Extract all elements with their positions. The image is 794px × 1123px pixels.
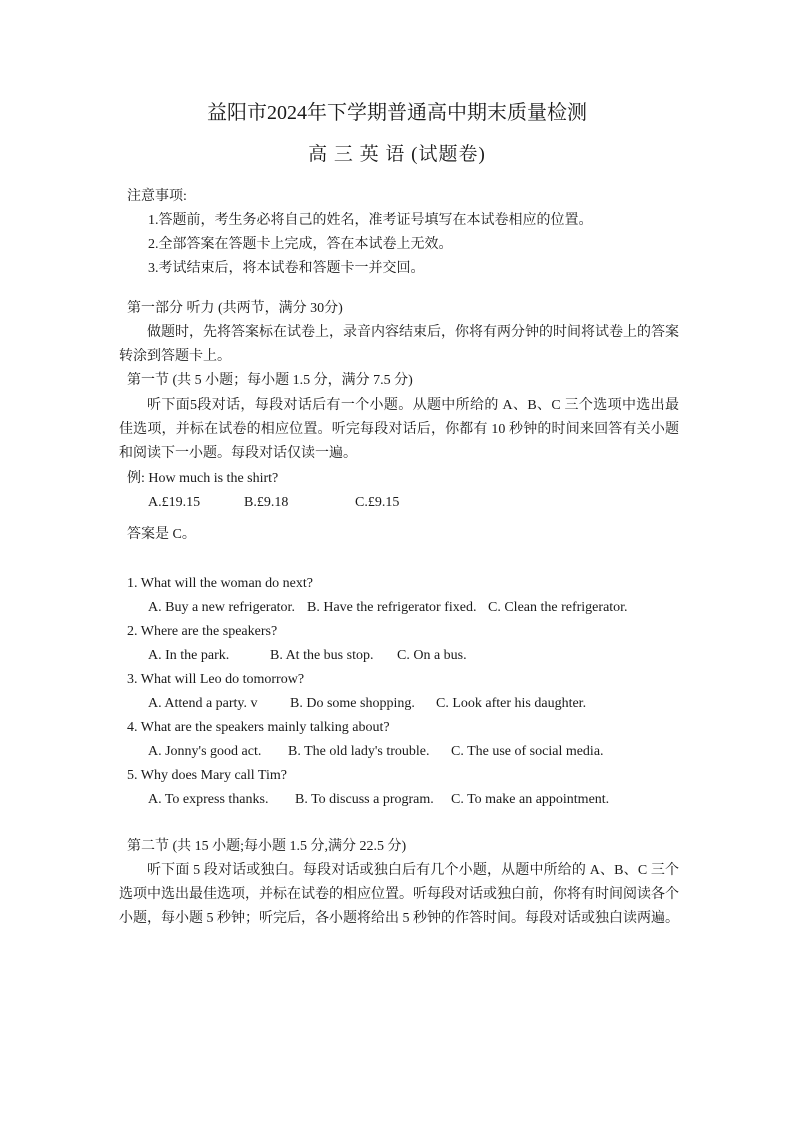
example-option-c: C.£9.15 bbox=[355, 495, 400, 510]
question-2: 2. Where are the speakers? bbox=[127, 624, 278, 639]
q3-option-c: C. Look after his daughter. bbox=[436, 696, 587, 711]
notice-item: 1.答题前，考生务必将自己的姓名，准考证号填写在本试卷相应的位置。 bbox=[148, 213, 593, 228]
notice-item: 2.全部答案在答题卡上完成，答在本试卷上无效。 bbox=[148, 237, 453, 252]
q1-option-b: B. Have the refrigerator fixed. bbox=[307, 600, 477, 615]
question-3: 3. What will Leo do tomorrow? bbox=[127, 672, 305, 687]
q3-option-b: B. Do some shopping. bbox=[290, 696, 415, 711]
page-subtitle: 高 三 英 语 (试题卷) bbox=[308, 144, 486, 165]
part1-heading: 第一部分 听力 (共两节，满分 30分) bbox=[127, 301, 343, 316]
q4-option-c: C. The use of social media. bbox=[451, 744, 604, 759]
q5-option-c: C. To make an appointment. bbox=[451, 792, 610, 807]
section1-heading: 第一节 (共 5 小题；每小题 1.5 分，满分 7.5 分) bbox=[127, 373, 413, 388]
example-option-a: A.£19.15 bbox=[148, 495, 201, 510]
q4-option-b: B. The old lady's trouble. bbox=[288, 744, 430, 759]
example-option-b: B.£9.18 bbox=[244, 495, 289, 510]
example-question: 例: How much is the shirt? bbox=[127, 471, 279, 486]
page-title: 益阳市2024年下学期普通高中期末质量检测 bbox=[207, 102, 587, 124]
section2-heading: 第二节 (共 15 小题;每小题 1.5 分,满分 22.5 分) bbox=[127, 839, 407, 854]
section2-intro: 听下面 5 段对话或独白。每段对话或独白后有几个小题，从题中所给的 A、B、C 三个选项中选出最佳选项，并标在试卷的相应位置。听每段对话或独白前，你将有时间阅读各个小题，每小题 5 秒钟；听完后，各小题将给出 5 秒钟的作答时间。每段对话或独白读两遍。 bbox=[119, 863, 679, 926]
notice-item: 3.考试结束后，将本试卷和答题卡一并交回。 bbox=[148, 261, 425, 276]
q5-option-b: B. To discuss a program. bbox=[295, 792, 434, 807]
q1-option-c: C. Clean the refrigerator. bbox=[488, 600, 628, 615]
q2-option-c: C. On a bus. bbox=[397, 648, 467, 663]
q4-option-a: A. Jonny's good act. bbox=[148, 744, 262, 759]
q2-option-b: B. At the bus stop. bbox=[270, 648, 374, 663]
q2-option-a: A. In the park. bbox=[148, 648, 230, 663]
part1-intro: 做题时，先将答案标在试卷上，录音内容结束后，你将有两分钟的时间将试卷上的答案转涂到答题卡上。 bbox=[119, 325, 679, 364]
q1-option-a: A. Buy a new refrigerator. bbox=[148, 600, 295, 615]
q5-option-a: A. To express thanks. bbox=[148, 792, 269, 807]
question-5: 5. Why does Mary call Tim? bbox=[127, 768, 287, 783]
notice-heading: 注意事项: bbox=[127, 189, 187, 204]
section1-intro: 听下面5段对话，每段对话后有一个小题。从题中所给的 A、B、C 三个选项中选出最佳选项，并标在试卷的相应位置。听完每段对话后，你都有 10 秒钟的时间来回答有关小题和阅读下一小题。每段对话仅读一遍。 bbox=[119, 398, 679, 461]
example-answer: 答案是 C。 bbox=[127, 527, 196, 542]
question-1: 1. What will the woman do next? bbox=[127, 576, 313, 591]
question-4: 4. What are the speakers mainly talking about? bbox=[127, 720, 390, 735]
q3-option-a: A. Attend a party. v bbox=[148, 696, 258, 711]
